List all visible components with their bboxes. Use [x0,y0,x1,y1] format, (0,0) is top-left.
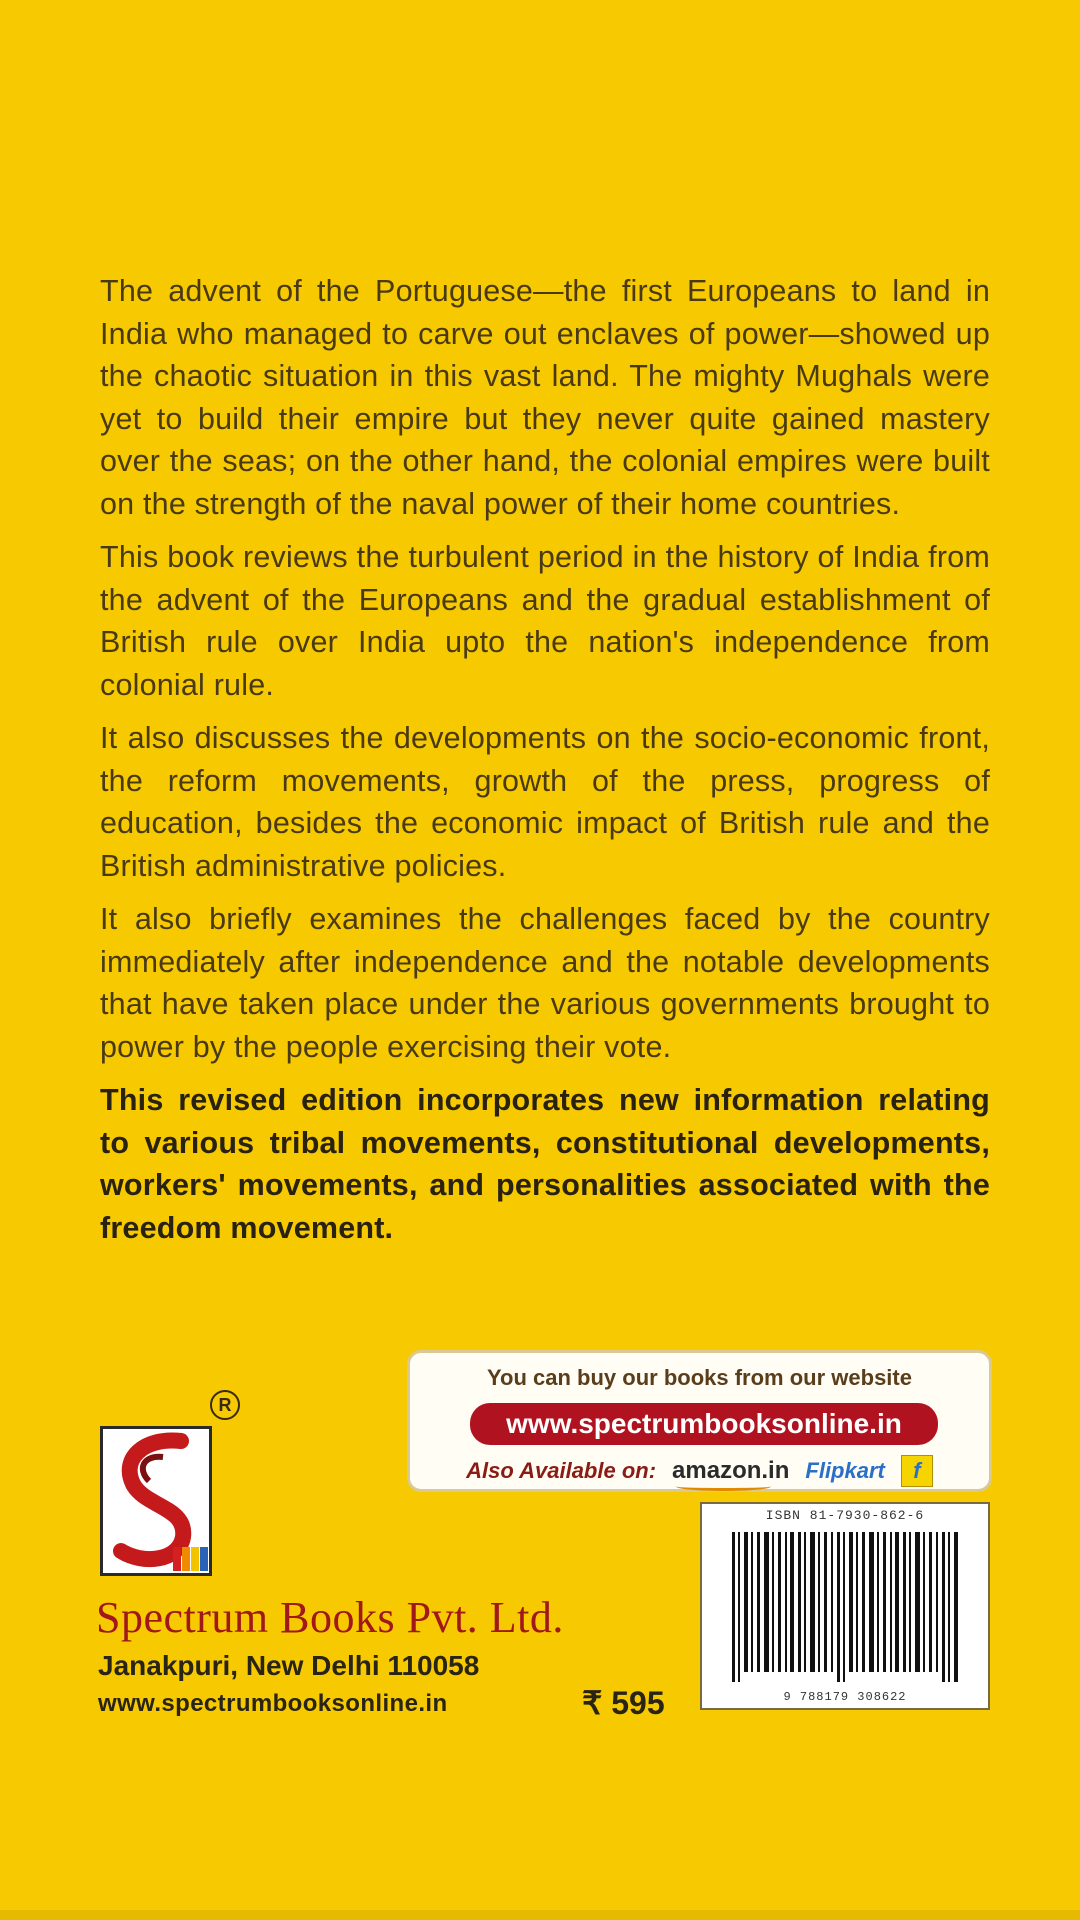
bottom-edge [0,1910,1080,1920]
amazon-logo-text: amazon.in [672,1457,790,1484]
publisher-website[interactable]: www.spectrumbooksonline.in [98,1690,448,1717]
publisher-address: Janakpuri, New Delhi 110058 [98,1650,480,1681]
price-label: ₹ 595 [582,1685,665,1721]
spectrum-s-logo-icon [103,1429,209,1573]
blurb-paragraph-4: It also briefly examines the challenges faced by the country immediately after independence and the notable developments that have taken place under the various governments brought to power by the people exercising their vote. [100,902,990,1064]
blurb-paragraph-1: The advent of the Portuguese—the first Europeans to land in India who managed to carve out enclaves of power—showed up the chaotic situation in this vast land. The mighty Mughals were yet to build their empire but they never quite gained mastery over the seas; on the other hand, the colonial empires were built on the strength of the naval power of their home countries. [100,274,990,521]
amazon-logo [672,1457,789,1485]
flipkart-bag-icon: f [901,1455,933,1487]
isbn-number: ISBN 81-7930-862-6 [765,1508,925,1523]
barcode-digits: 9 788179 308622 [783,1690,907,1704]
registered-trademark-icon: R [210,1390,240,1420]
flipkart-logo: Flipkart [805,1458,885,1483]
buy-online-box [407,1350,992,1492]
revised-edition-note: This revised edition incorporates new information relating to various tribal movements, constitutional developments, workers' movements, and personalities associated with the freedom movement. [100,1083,990,1245]
also-available-row [422,1453,977,1489]
barcode [700,1502,990,1710]
amazon-smile-icon [676,1482,771,1491]
website-link[interactable]: www.spectrumbooksonline.in [470,1403,938,1445]
publisher-name: Spectrum Books Pvt. Ltd. [96,1593,564,1642]
also-available-label: Also Available on: [466,1458,657,1483]
blurb-paragraph-3: It also discusses the developments on the socio-economic front, the reform movements, growth of the press, progress of education, besides the economic impact of British rule and the British administrative policies. [100,721,990,883]
buy-online-text: You can buy our books from our website [487,1365,912,1390]
publisher-logo [100,1426,212,1576]
blurb-paragraph-2: This book reviews the turbulent period in the history of India from the advent of the Europeans and the gradual establishment of British rule over India upto the nation's independence from colonial rule. [100,540,990,702]
blurb-text [100,270,990,1260]
barcode-bars-icon [732,1532,962,1682]
